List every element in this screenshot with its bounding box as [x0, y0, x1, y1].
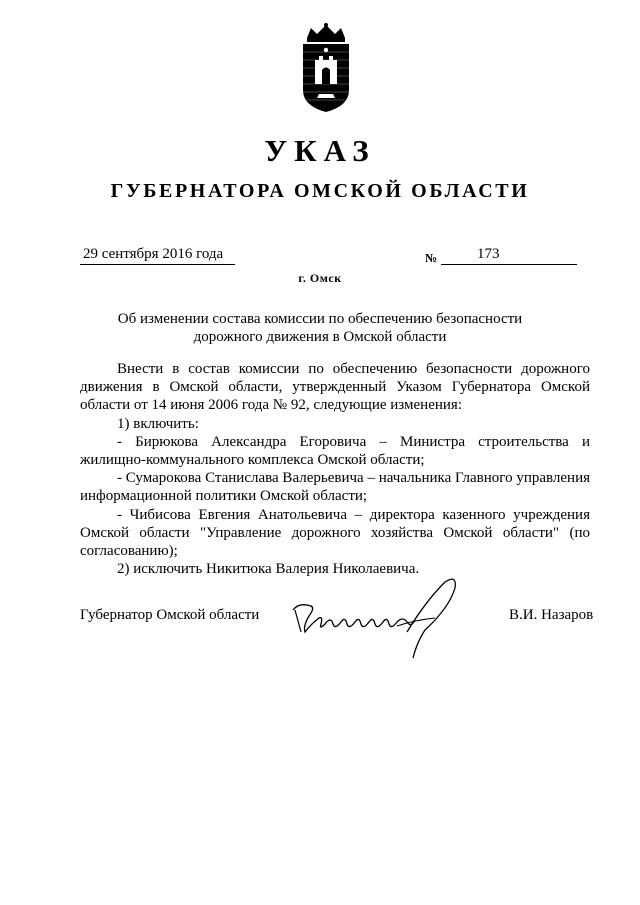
document-subtitle: ГУБЕРНАТОРА ОМСКОЙ ОБЛАСТИ — [110, 180, 530, 202]
decree-subject — [0, 310, 640, 346]
number-value: 173 — [477, 246, 500, 262]
number-label: № — [425, 251, 438, 265]
body-exclude-line: 2) исключить Никитюка Валерия Николаевича. — [117, 561, 420, 578]
subject-line-1: Об изменении состава комиссии по обеспечению безопасности — [117, 311, 523, 327]
body-intro-paragraph: Внести в состав комиссии по обеспечению безопасности дорожного движения в Омской области, утвержденный Указом Губернатора Омской области от 14 июня 2006 года № 92, следующие изменения: — [80, 361, 590, 414]
signatory-name: В.И. Назаров — [509, 607, 594, 623]
body-list-item: - Сумарокова Станислава Валерьевича – начальника Главного управления информационной политики Омской области; — [80, 470, 590, 505]
date-field — [80, 244, 235, 265]
date-value: 29 сентября 2016 года — [83, 246, 224, 262]
subject-line-2: дорожного движения в Омской области — [193, 329, 447, 345]
body-list-item: - Чибисова Евгения Анатольевича – директора казенного учреждения Омской области "Управление дорожного хозяйства Омской области" (по согласованию); — [80, 506, 590, 560]
decree-body — [80, 360, 590, 578]
city-label: г. Омск — [298, 271, 342, 285]
document-title: УКАЗ — [264, 133, 376, 168]
handwritten-signature — [285, 572, 465, 662]
signatory-position: Губернатор Омской области — [80, 607, 260, 623]
body-include-heading: 1) включить: — [117, 415, 199, 432]
body-list-item: - Бирюкова Александра Егоровича – Министра строительства и жилищно-коммунального комплекса Омской области; — [80, 433, 590, 469]
number-field — [441, 244, 577, 265]
omsk-coat-of-arms-icon — [293, 22, 359, 114]
